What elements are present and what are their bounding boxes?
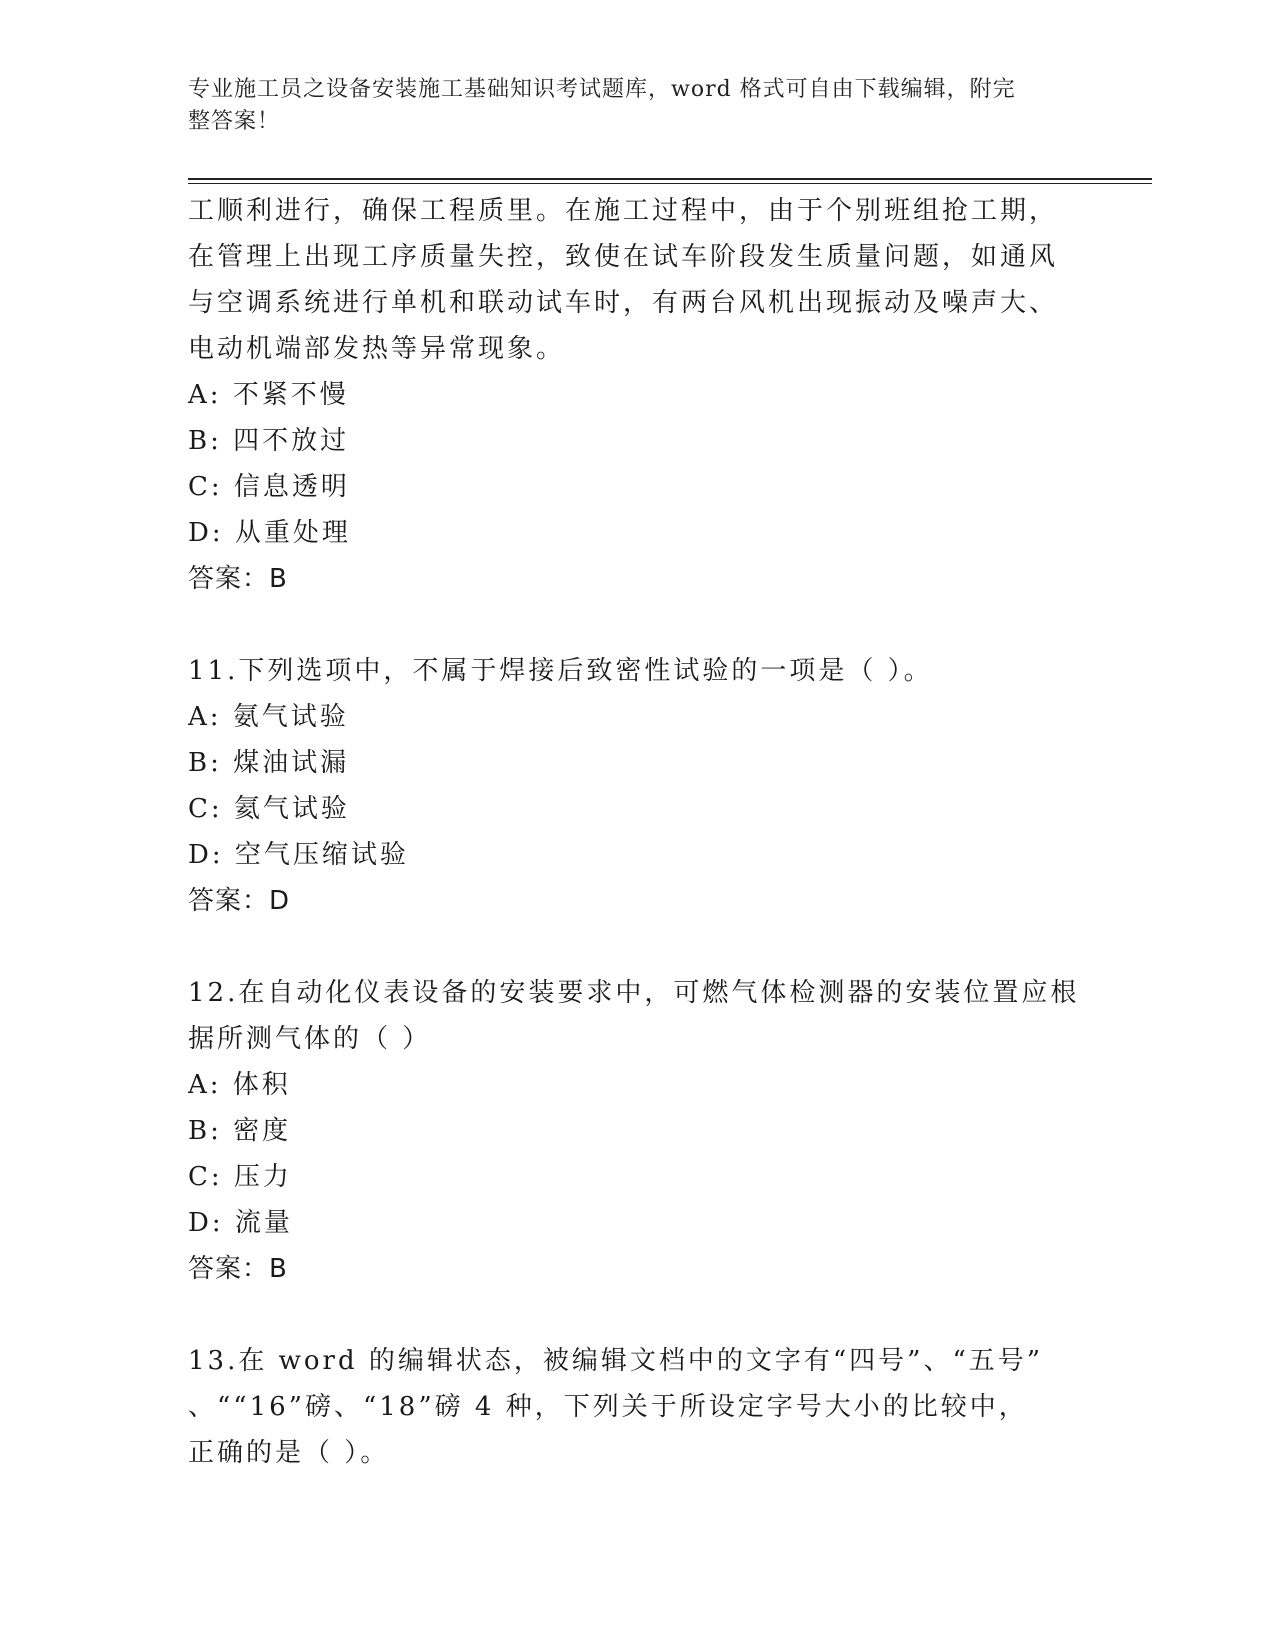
question-text-line: 、““16”磅、“18”磅 4 种，下列关于所设定字号大小的比较中，: [188, 1392, 1028, 1422]
spacer: [188, 602, 1088, 648]
question-text-line: 正确的是（ ）。: [188, 1438, 390, 1468]
option-d: D: 从重处理: [188, 518, 351, 548]
answer-line: 答案：B: [188, 1254, 288, 1284]
question-10-continuation: [188, 188, 1088, 602]
option-d: D: 流量: [188, 1208, 293, 1238]
answer-line: 答案：B: [188, 564, 288, 594]
header-divider-thin: [188, 183, 1152, 184]
question-text-line: 13.在 word 的编辑状态，被编辑文档中的文字有“四号”、“五号”: [188, 1346, 1044, 1376]
option-c: C: 氦气试验: [188, 794, 350, 824]
question-text-line: 12.在自动化仪表设备的安装要求中，可燃气体检测器的安装位置应根: [188, 978, 1080, 1008]
option-a: A: 不紧不慢: [188, 380, 349, 410]
question-text-line: 11.下列选项中，不属于焊接后致密性试验的一项是（ ）。: [188, 656, 933, 686]
question-text-line: 电动机端部发热等异常现象。: [188, 334, 566, 364]
option-a: A: 体积: [188, 1070, 291, 1100]
option-b: B: 四不放过: [188, 426, 350, 456]
header-divider-thick: [188, 178, 1152, 180]
option-b: B: 煤油试漏: [188, 748, 350, 778]
answer-line: 答案：D: [188, 886, 291, 916]
document-header: [188, 74, 1068, 138]
document-body: [188, 188, 1088, 1476]
question-11: [188, 648, 1088, 924]
question-text-line: 工顺利进行，确保工程质里。在施工过程中，由于个别班组抢工期，: [188, 196, 1059, 226]
option-d: D: 空气压缩试验: [188, 840, 409, 870]
option-b: B: 密度: [188, 1116, 292, 1146]
question-text-line: 与空调系统进行单机和联动试车时，有两台风机出现振动及噪声大、: [188, 288, 1059, 318]
question-12: [188, 970, 1088, 1292]
spacer: [188, 924, 1088, 970]
option-c: C: 压力: [188, 1162, 292, 1192]
question-13: [188, 1338, 1088, 1476]
question-text-line: 在管理上出现工序质量失控，致使在试车阶段发生质量问题，如通风: [188, 242, 1059, 272]
header-title-line-1: 专业施工员之设备安装施工基础知识考试题库，word 格式可自由下载编辑，附完: [188, 77, 1016, 102]
question-text-line: 据所测气体的（ ）: [188, 1024, 432, 1054]
option-a: A: 氨气试验: [188, 702, 349, 732]
spacer: [188, 1292, 1088, 1338]
header-title-line-2: 整答案！: [188, 109, 281, 134]
option-c: C: 信息透明: [188, 472, 350, 502]
